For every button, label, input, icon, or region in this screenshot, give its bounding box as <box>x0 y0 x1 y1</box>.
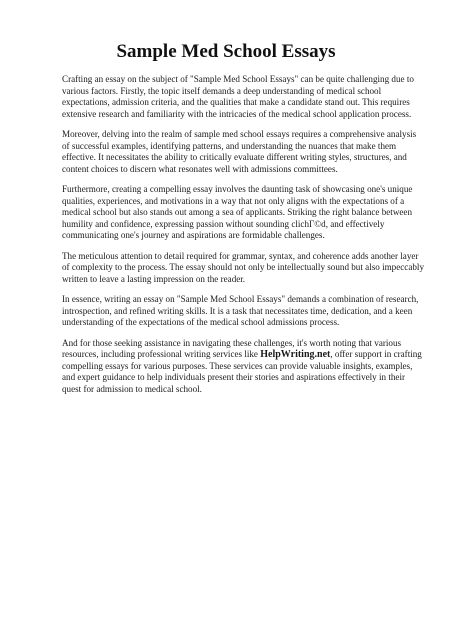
document-body <box>62 74 424 404</box>
paragraph-3: Furthermore, creating a compelling essay involves the daunting task of showcasing one's unique qualities, experiences, and motivations in a way that not only aligns with the expectations of a medical school but also stands out among a sea of applicants. Striking the right balance between humility and confidence, expressing passion without sounding clichГ©d, and effectively communicating one's journey and aspirations are formidable challenges. <box>62 184 413 240</box>
paragraph-6 <box>62 338 424 396</box>
paragraph-4: The meticulous attention to detail required for grammar, syntax, and coherence adds another layer of complexity to the process. The essay should not only be intellectually sound but also impeccably written to leave a lasting impression on the reader. <box>62 250 424 284</box>
paragraph-6-tail-text: , offer support in crafting compelling essays for various purposes. These services can provide valuable insights, examples, and expert guidance to help individuals present their stories and aspirations effectively in their quest for admission to medical school. <box>62 349 422 394</box>
paragraph-6-lead-text: And for those seeking assistance in navigating these challenges, it's worth noting that various resources, including professional writing services like <box>62 337 402 359</box>
paragraph-1: Crafting an essay on the subject of "Sample Med School Essays" can be quite challenging due to various factors. Firstly, the topic itself demands a deep understanding of medical school expectations, admission criteria, and the qualities that make a candidate stand out. This requires extensive research and familiarity with the intricacies of the medical school application process. <box>62 74 414 119</box>
helpwriting-brand-link[interactable]: HelpWriting.net <box>260 349 331 360</box>
paragraph-2: Moreover, delving into the realm of sample med school essays requires a comprehensive analysis of successful examples, identifying patterns, and understanding the nuances that make them effective. It necessitates the ability to critically evaluate different writing styles, structures, and content choices to discern what resonates well with admissions committees. <box>62 129 417 174</box>
paragraph-5: In essence, writing an essay on "Sample Med School Essays" demands a combination of research, introspection, and refined writing skills. It is a task that necessitates time, dedication, and a keen understanding of the expectations of the medical school admissions process. <box>62 294 419 327</box>
document-title: Sample Med School Essays <box>116 41 336 62</box>
